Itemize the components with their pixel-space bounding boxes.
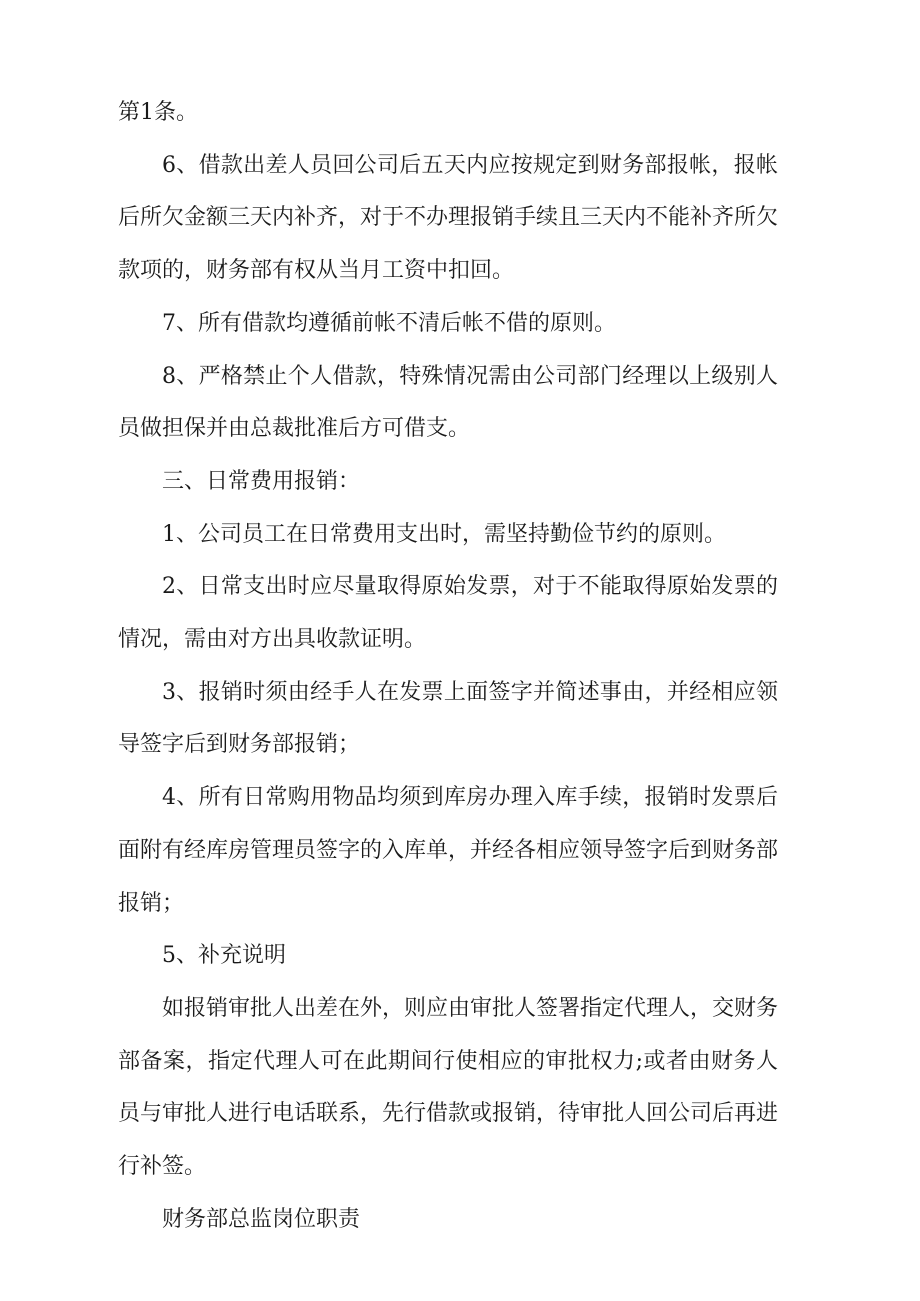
section-heading-finance-director: 财务部总监岗位职责 [162, 1206, 361, 1232]
section-heading-daily-expenses: 三、日常费用报销： [162, 468, 361, 494]
paragraph-item-2: 2、日常支出时应尽量取得原始发票，对于不能取得原始发票的情况，需由对方出具收款证明。 [118, 574, 778, 653]
paragraph-supplement: 如报销审批人出差在外，则应由审批人签署指定代理人，交财务部备案，指定代理人可在此期间行使相应的审批权力;或者由财务人员与审批人进行电话联系，先行借款或报销，待审批人回公司后再进行补签。 [118, 995, 779, 1180]
paragraph-item-5: 5、补充说明 [162, 943, 286, 969]
paragraph-item-6: 6、借款出差人员回公司后五天内应按规定到财务部报帐，报帐后所欠金额三天内补齐，对于不办理报销手续且三天内不能补齐所欠款项的，财务部有权从当月工资中扣回。 [118, 152, 779, 284]
paragraph-item-4: 4、所有日常购用物品均须到库房办理入库手续，报销时发票后面附有经库房管理员签字的入库单，并经各相应领导签字后到财务部报销； [118, 785, 779, 916]
document-body [118, 87, 778, 1246]
paragraph-item-8: 8、严格禁止个人借款，特殊情况需由公司部门经理以上级别人员做担保并由总裁批准后方可借支。 [118, 363, 778, 442]
paragraph-continuation: 第1条。 [118, 100, 198, 125]
paragraph-item-3: 3、报销时须由经手人在发票上面签字并简述事由，并经相应领导签字后到财务部报销； [118, 679, 778, 758]
paragraph-item-7: 7、所有借款均遵循前帐不清后帐不借的原则。 [162, 310, 616, 336]
paragraph-item-1: 1、公司员工在日常费用支出时，需坚持勤俭节约的原则。 [162, 521, 726, 547]
